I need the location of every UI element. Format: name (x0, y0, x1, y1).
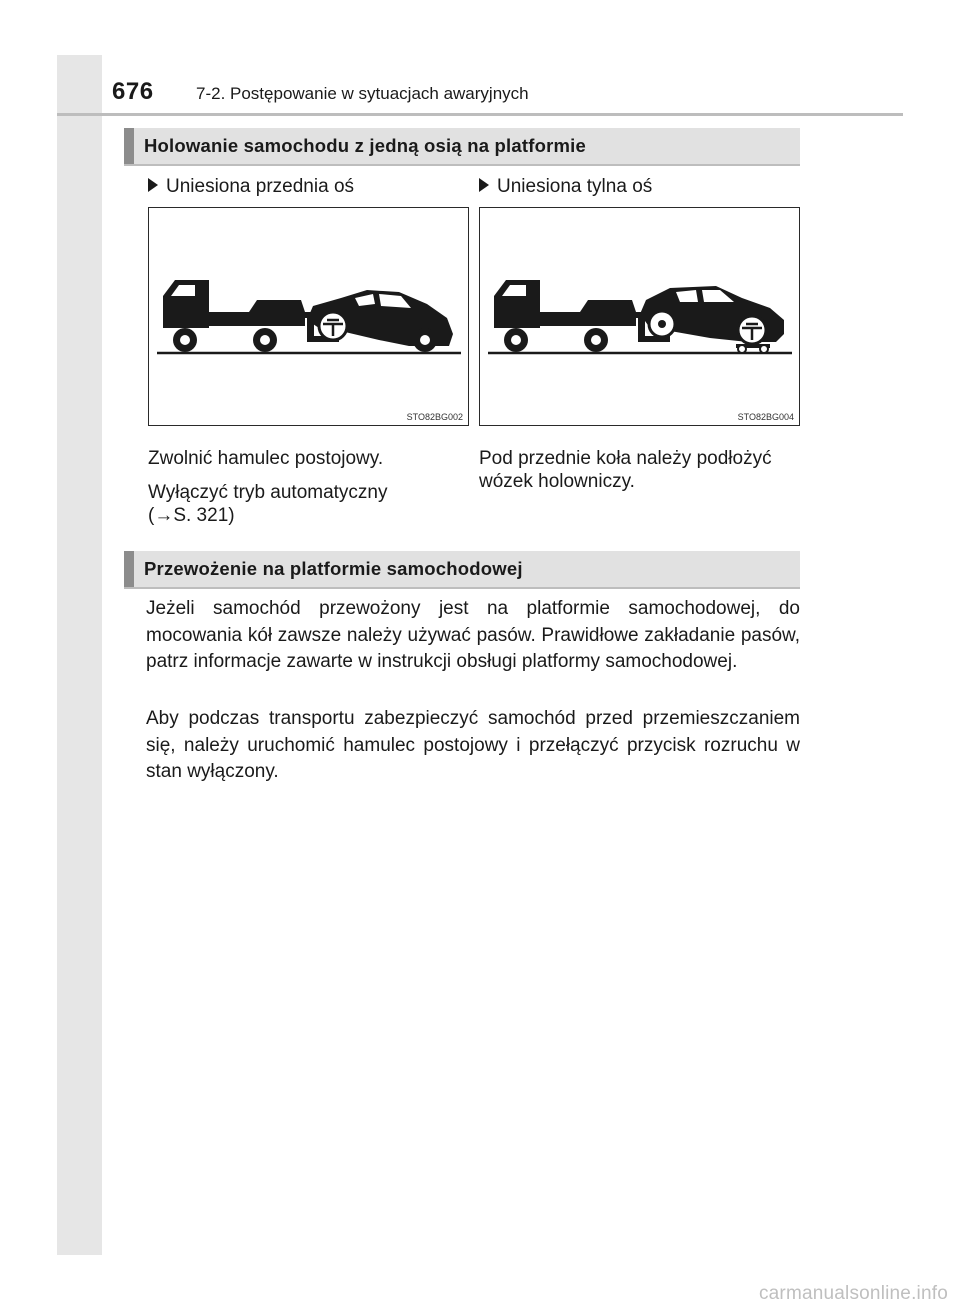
side-margin-strip (57, 55, 102, 1255)
caption-rear-line-1: Pod przednie koła należy podłożyć (479, 448, 772, 469)
section-title: Holowanie samochodu z jedną osią na platformie (144, 135, 586, 156)
header-divider (57, 113, 903, 116)
caption-front-line-1: Zwolnić hamulec postojowy. (148, 448, 384, 469)
label-front-axle: Uniesiona przednia oś (148, 176, 354, 198)
triangle-bullet-icon (148, 178, 158, 192)
tow-truck-rear-lift-illustration (480, 208, 801, 427)
page-number: 676 (112, 78, 154, 105)
caption-rear-line-2: wózek holowniczy. (479, 471, 635, 492)
figure-front-axle-lifted (148, 207, 469, 426)
caption-front-line-2: Wyłączyć tryb automatyczny (148, 482, 388, 503)
section-title: Przewożenie na platformie samochodowej (144, 558, 523, 579)
figure-code: STO82BG004 (737, 412, 794, 422)
triangle-bullet-icon (479, 178, 489, 192)
watermark: carmanualsonline.info (758, 1283, 948, 1304)
tow-truck-front-lift-illustration (149, 208, 470, 427)
figure-rear-axle-lifted (479, 207, 800, 426)
paragraph-parking-brake: Aby podczas transportu zabezpieczyć samochód przed przemieszczaniem się, należy uruchomić hamulec postojowy i przełączyć przycisk rozruchu w stan wyłączony. (146, 708, 800, 782)
section-heading-transport (124, 551, 800, 587)
paragraph-straps: Jeżeli samochód przewożony jest na platformie samochodowej, do mocowania kół zawsze należy używać pasów. Prawidłowe zakładanie pasów, patrz informacje zawarte w instrukcji obsługi platformy samochodowej. (146, 598, 800, 672)
label-rear-axle: Uniesiona tylna oś (479, 176, 652, 198)
chapter-title: 7-2. Postępowanie w sytuacjach awaryjnych (196, 84, 529, 103)
figure-code: STO82BG002 (406, 412, 463, 422)
caption-front-line-3: (→S. 321) (148, 505, 235, 526)
section-heading-towing (124, 128, 800, 164)
